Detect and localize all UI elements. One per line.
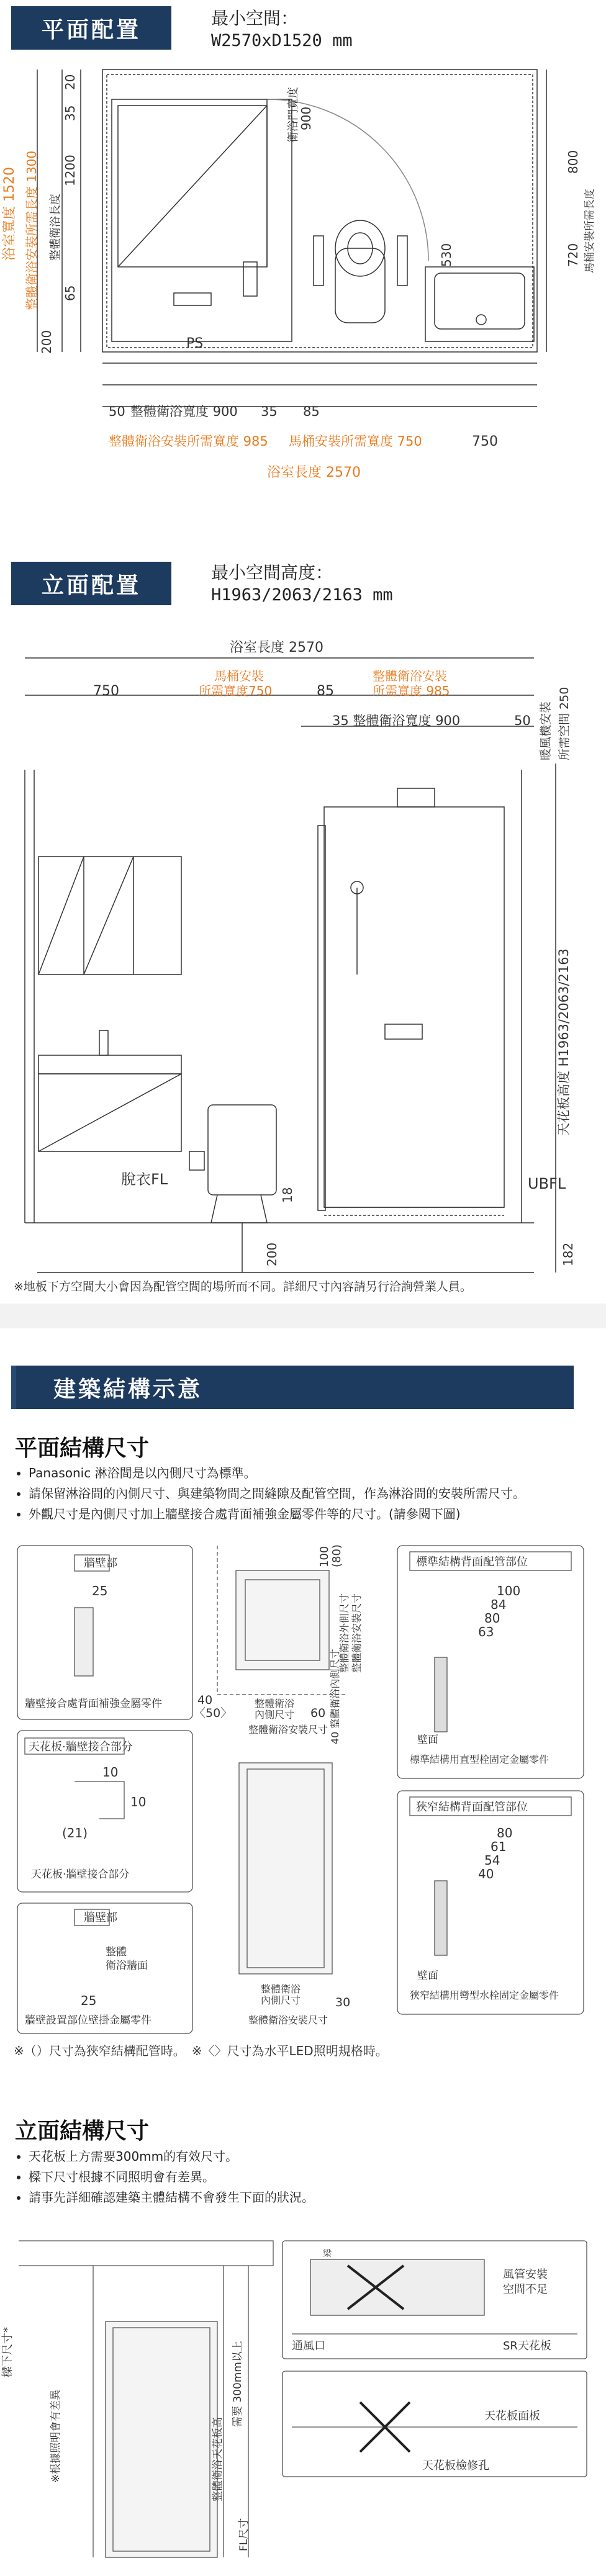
- elev-room-length: 浴室長度 2570: [230, 640, 323, 655]
- dim-750: 750: [472, 434, 498, 449]
- ct-dim-80: (80): [330, 1544, 343, 1567]
- min-space-value: W2570xD1520 mm: [211, 31, 353, 50]
- plan-bullet: • 外觀尺寸是內側尺寸加上牆壁接合處背面補強金屬零件等的尺寸。(請參閱下圖): [29, 1504, 525, 1524]
- wall-box2-dim-25: 25: [81, 1993, 97, 2008]
- heater-label-line2: 所需空間 250: [558, 687, 571, 760]
- ct-dim-60: 60: [310, 1706, 326, 1720]
- elevation-structure-title: 立面結構尺寸: [15, 2119, 150, 2144]
- cb-h2: 整體衛浴安裝尺寸: [248, 2014, 328, 2026]
- unit-width-900: 整體衛浴寬度 900: [130, 404, 238, 419]
- elevation-structure-diagram: [0, 2222, 606, 2570]
- wall-box2-inner-1: 整體: [106, 1946, 127, 1958]
- elev-bullet: • 天花板上方需要300mm的有效尺寸。: [29, 2146, 314, 2167]
- elev-dim-200: 200: [265, 1242, 279, 1266]
- dim-50: 50: [109, 404, 125, 419]
- dim-200: 200: [39, 330, 54, 354]
- ct-dim-100: 100: [318, 1546, 331, 1567]
- wall-box2-caption: 牆壁設置部位壁掛金屬零件: [25, 2014, 152, 2027]
- paren-note: ※（）尺寸為狹窄結構配管時。 ※〈〉尺寸為水平LED照明規格時。: [14, 2043, 388, 2058]
- min-height-value: H1963/2063/2163 mm: [211, 585, 393, 605]
- ct-outer-label: 整體衛浴外側尺寸: [338, 1593, 350, 1673]
- dim-720: 720: [566, 243, 581, 267]
- narrow-dim-54: 54: [484, 1853, 500, 1868]
- unit-need-985: 整體衛浴安裝所需寬度 985: [109, 434, 268, 449]
- plan-structure-diagram: [0, 1533, 606, 2042]
- ceiling-dim-10a: 10: [102, 1765, 119, 1780]
- ceiling-box-caption: 天花板·牆壁接合部分: [31, 1868, 130, 1881]
- ceiling-height-label: 天花板高度 H1963/2063/2163: [556, 948, 571, 1136]
- toilet-elevation: [189, 1105, 276, 1223]
- elevation-footnote: ※地板下方空間大小會因為配管空間的場所而不同。詳細尺寸內容請另行洽詢營業人員。: [14, 1280, 472, 1294]
- section-divider: [0, 1304, 606, 1328]
- dim-65: 65: [63, 285, 78, 301]
- std-dim-63: 63: [478, 1624, 494, 1639]
- changing-fl-label: 脫衣FL: [121, 1171, 168, 1188]
- elevation-title-banner: 立面配置: [11, 562, 171, 605]
- fan-label-1: 風管安裝: [503, 2268, 548, 2281]
- narrow-dim-40: 40: [478, 1867, 494, 1881]
- plan-structure-title: 平面結構尺寸: [15, 1436, 150, 1461]
- std-wall-label: 壁面: [417, 1734, 438, 1746]
- cb-h1-line2: 內側尺寸: [261, 1994, 301, 2006]
- wall-box2-inner-2: 衛浴牆面: [106, 1960, 148, 1972]
- elev-unit-need-line2: 所需寬度 985: [373, 683, 450, 698]
- plan-min-space: [211, 7, 353, 52]
- wall-box-label: 牆壁部: [84, 1557, 117, 1570]
- dim-85: 85: [303, 404, 320, 419]
- plan-bullet: • Panasonic 淋浴間是以內側尺寸為標準。: [29, 1463, 525, 1484]
- cb-h1-line1: 整體衛浴: [261, 1983, 301, 1995]
- dim-900-vertical: 900: [299, 106, 314, 130]
- ct-inner-label: 40 整體衛浴內側尺寸: [329, 1649, 341, 1744]
- unit-ceiling-label: 整體衛浴天花板高: [212, 2417, 224, 2502]
- center-plan-unit: [217, 1546, 348, 1695]
- elev-dim-50: 50: [514, 713, 531, 728]
- ct-install-label: 整體衛浴安裝尺寸: [351, 1593, 363, 1673]
- vanity-elevation: [38, 1030, 181, 1151]
- elev-dim-750: 750: [93, 683, 119, 699]
- narrow-wall-label: 壁面: [417, 1970, 438, 1982]
- std-dim-100: 100: [497, 1583, 521, 1598]
- ct-h1-line2: 內側尺寸: [255, 1709, 295, 1721]
- std-box-caption: 標準結構用直型栓固定金屬零件: [410, 1754, 549, 1765]
- room-length-2570: 浴室長度 2570: [267, 465, 361, 480]
- ct-dim-50: 〈50〉: [194, 1706, 233, 1720]
- door-width-label: 衛浴門寬度: [287, 87, 300, 143]
- min-space-label: 最小空間：: [211, 8, 299, 29]
- ct-dim-40: 40: [197, 1693, 213, 1707]
- narrow-box-title: 狹窄結構背面配管部位: [416, 1801, 528, 1814]
- elev-unit-width-900: 35 整體衛浴寬度 900: [332, 713, 461, 728]
- elevation-structure-bullets: [16, 2146, 314, 2208]
- std-box-title: 標準結構背面配管部位: [416, 1556, 528, 1569]
- wall-box-caption: 牆壁接合處背面補強金屬零件: [25, 1698, 162, 1710]
- plan-structure-bullets: [16, 1463, 525, 1524]
- structure-title-banner: 建築結構示意: [11, 1366, 574, 1409]
- ps-label: PS: [186, 336, 204, 351]
- elev-dim-85: 85: [317, 683, 334, 699]
- dim-35-horizontal: 35: [261, 404, 278, 419]
- narrow-dim-80: 80: [497, 1826, 513, 1840]
- room-depth-label: 浴室寬度 1520: [2, 167, 17, 261]
- beam-small-label: 梁: [323, 2249, 332, 2259]
- elevation-diagram: [0, 627, 606, 1304]
- sr-ceiling-label: SR天花板: [503, 2340, 551, 2353]
- dim-800: 800: [566, 150, 581, 174]
- wall-box-dim-25: 25: [92, 1583, 108, 1598]
- dim-1200: 1200: [63, 155, 78, 186]
- ceiling-panel-label: 天花板面板: [484, 2410, 540, 2423]
- cb-dim-30: 30: [335, 1996, 351, 2009]
- elev-toilet-need-line1: 馬桶安裝: [214, 669, 264, 683]
- ct-h1-line1: 整體衛浴: [255, 1698, 295, 1709]
- beam-label: 樑下尺寸*: [1, 2327, 14, 2377]
- shower-unit-elevation: [318, 788, 504, 1215]
- dim-20: 20: [63, 74, 78, 90]
- ceiling-dim-10b: 10: [130, 1795, 147, 1809]
- heater-label-line1: 暖風機安裝: [539, 701, 553, 760]
- ceiling-box-label: 天花板·牆壁接合部分: [29, 1741, 133, 1754]
- ceiling-dim-21: (21): [62, 1826, 88, 1840]
- elev-dim-182: 182: [561, 1242, 576, 1266]
- narrow-dim-61: 61: [491, 1839, 507, 1854]
- narrow-box-caption: 狹窄結構用彎型水栓固定金屬零件: [410, 1989, 559, 2001]
- fl-label: FL尺寸: [238, 2518, 250, 2551]
- elev-dim-18: 18: [280, 1187, 295, 1203]
- wall-box2-label: 牆壁部: [84, 1911, 117, 1924]
- unit-depth-need-label: 整體衛浴安裝所需長度 1300: [24, 150, 39, 310]
- elev-bullet: • 樑下尺寸根據不同照明會有差異。: [29, 2167, 314, 2187]
- dim-35: 35: [63, 105, 78, 121]
- toilet-depth-label: 馬桶安裝所需長度: [584, 189, 596, 273]
- elev-unit-need-line1: 整體衛浴安裝: [373, 669, 447, 683]
- toilet-need-750: 馬桶安裝所需寬度 750: [289, 434, 422, 449]
- plan-title-banner: 平面配置: [11, 6, 171, 50]
- elev-bullet: • 請事先詳細確認建築主體結構不會發生下面的狀況。: [29, 2187, 314, 2208]
- vanity: [425, 267, 534, 341]
- lighting-note: ※根據照明會有差異: [50, 2389, 62, 2483]
- std-dim-80: 80: [484, 1611, 500, 1626]
- plan-diagram: [0, 62, 606, 497]
- ceiling-300-label: 需要 300mm以上: [232, 2341, 244, 2427]
- toilet: [314, 220, 407, 323]
- plan-bullet: • 請保留淋浴間的內側尺寸、與建築物間之間縫隙及配管空間，作為淋浴間的安裝所需尺寸。: [29, 1484, 525, 1504]
- unit-length-label: 整體衛浴長度: [49, 194, 62, 261]
- ceiling-hole-label: 天花板檢修孔: [422, 2459, 489, 2472]
- mirror-cabinet: [38, 857, 181, 975]
- vent-label: 通風口: [292, 2340, 325, 2353]
- min-height-label: 最小空間高度：: [211, 562, 333, 583]
- ct-h2: 整體衛浴安裝尺寸: [248, 1724, 328, 1736]
- fan-label-2: 空間不足: [503, 2283, 548, 2296]
- ubfl-label: UBFL: [528, 1175, 566, 1192]
- elev-structure-unit: [106, 2322, 217, 2557]
- center-elevation-unit: [239, 1763, 332, 1974]
- room-outline: [102, 70, 537, 352]
- elevation-min-height: [211, 562, 393, 606]
- dim-530: 530: [439, 243, 454, 267]
- std-dim-84: 84: [491, 1597, 507, 1612]
- elev-toilet-need-line2: 所需寬度750: [199, 683, 273, 698]
